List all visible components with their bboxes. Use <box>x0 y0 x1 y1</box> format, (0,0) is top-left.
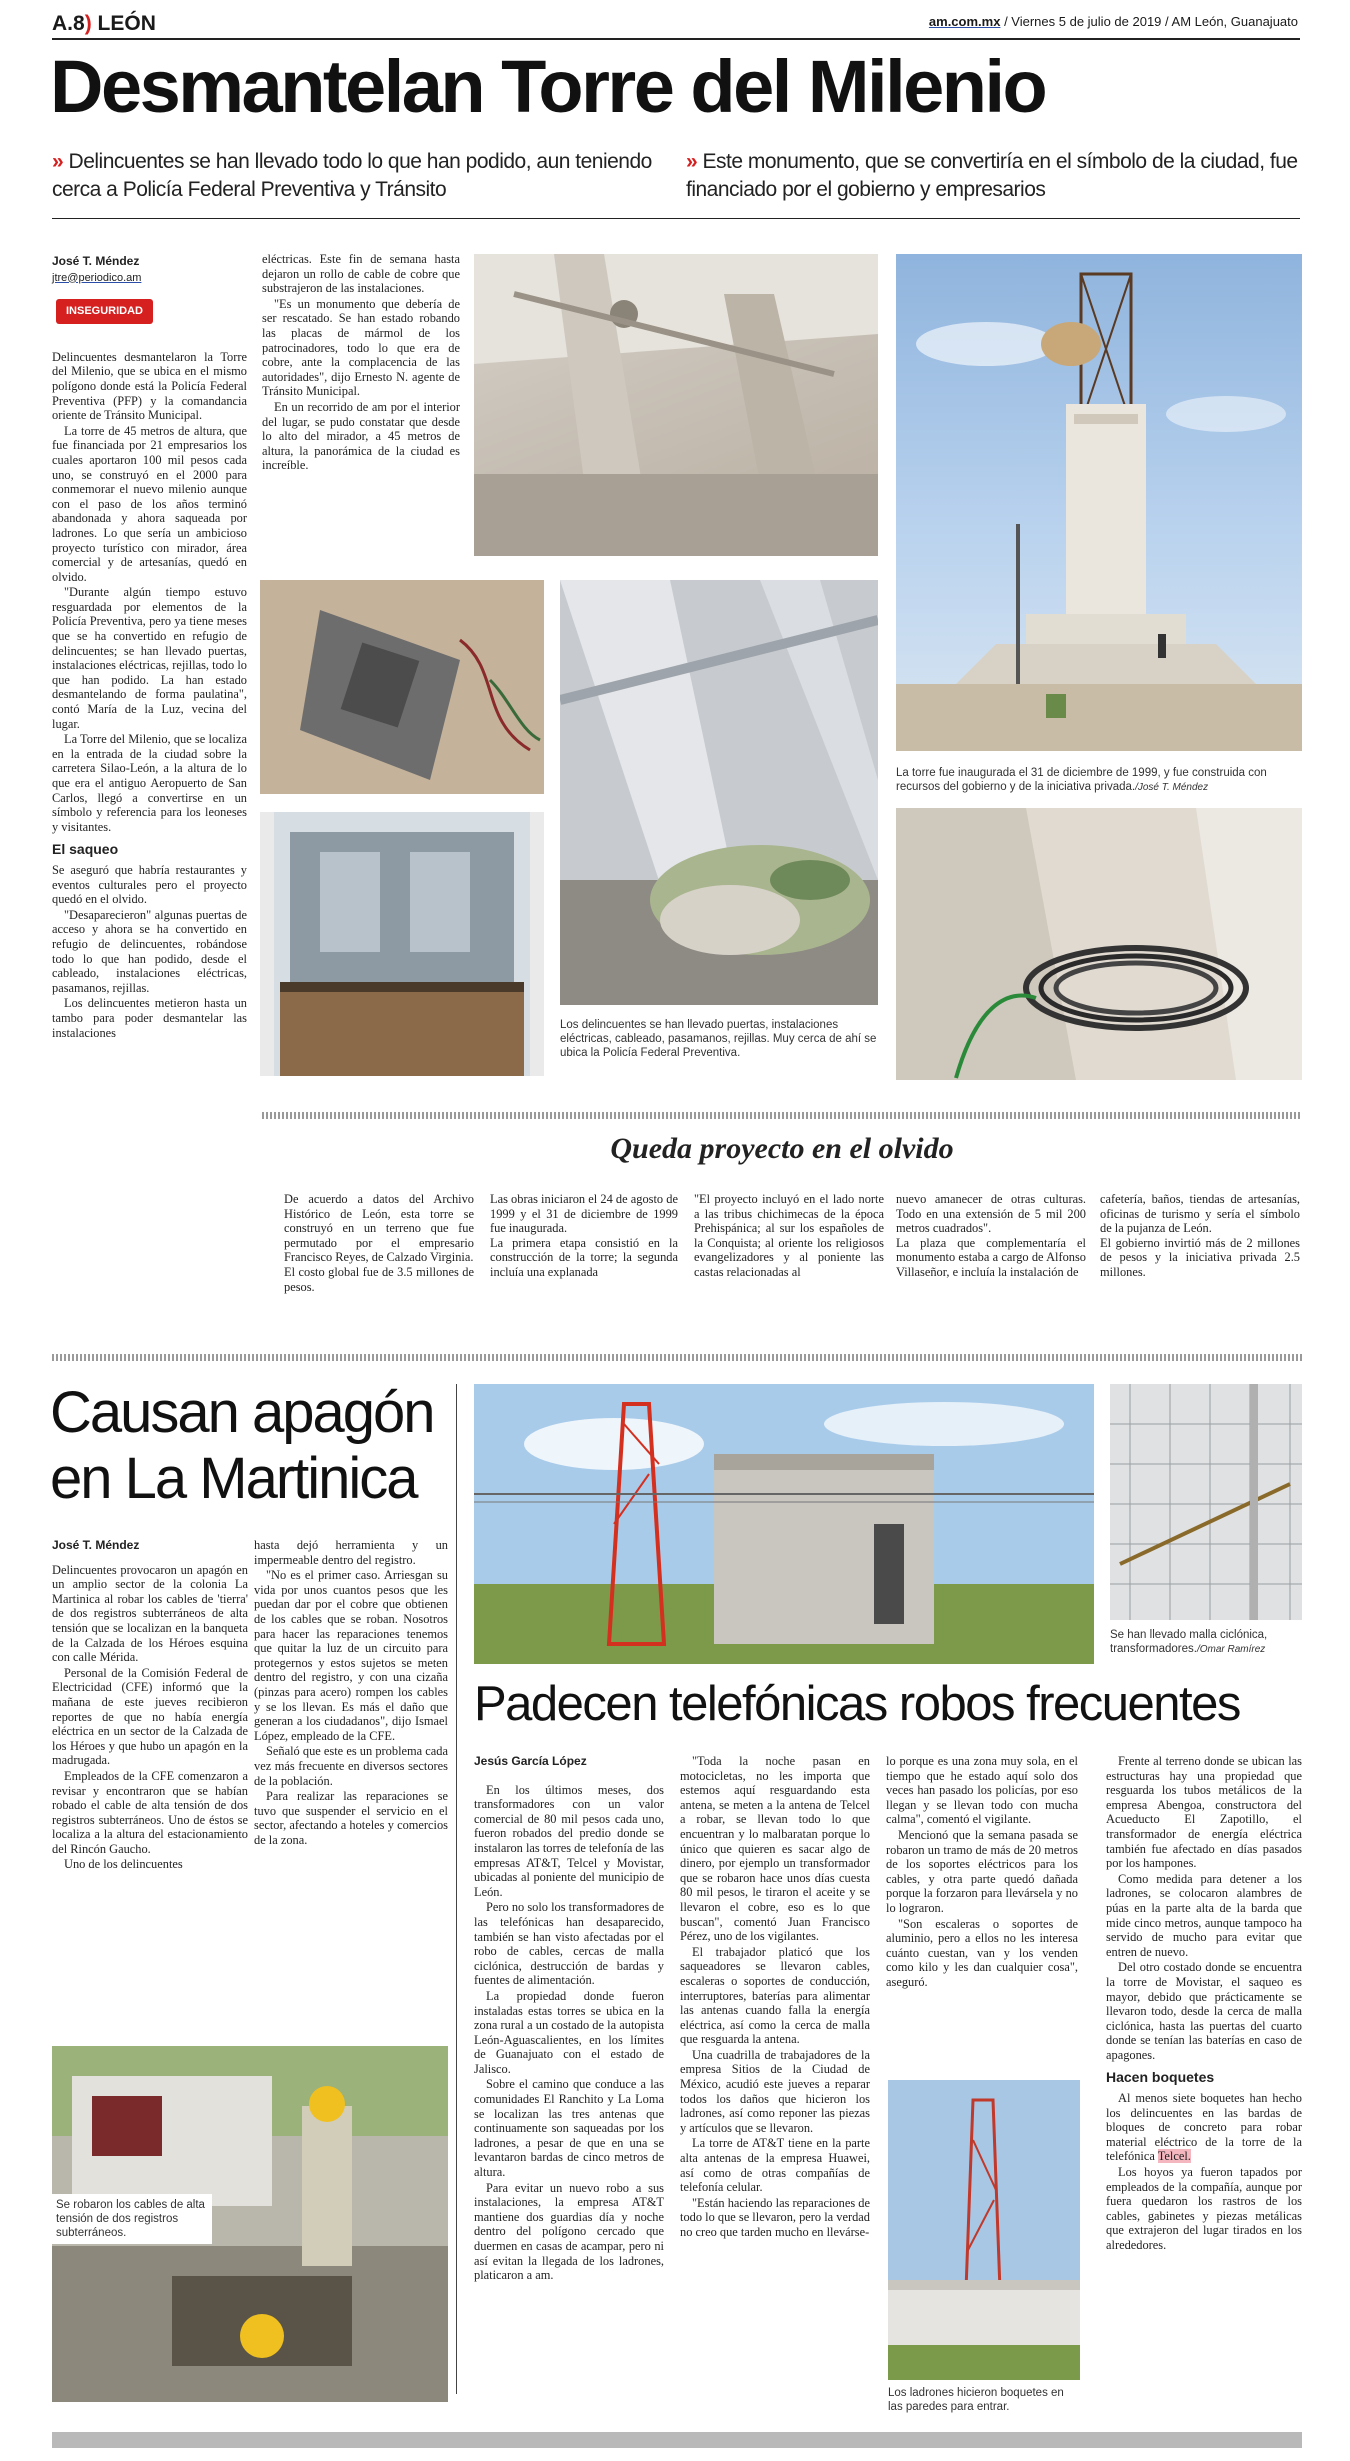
paragraph: Delincuentes provocaron un apagón en un amplio sector de la colonia La Martinica al robar los cables de 'tierra' de dos registros subterráneos de alta tensión que se localizan en la banqueta de la Calzada de los Héroes esquina con calle Mérida. <box>52 1562 248 1665</box>
paragraph: Pero no solo los transformadores de las telefónicas han desaparecido, también se han visto afectadas por el robo de cables, cercas de malla ciclónica, destrucción de bardas y fuentes de alimentación. <box>474 1900 664 1988</box>
folio: A.8) LEÓN <box>52 12 156 35</box>
paragraph: Frente al terreno donde se ubican las estructuras hay una propiedad que resguarda los tubos metálicos de la empresa Abengoa, constructora del Acueducto El Zapotillo, el transformador de energía eléctrica también fue afectado en días pasados por los hampones. <box>1106 1754 1302 1871</box>
photo-ceiling <box>474 254 878 556</box>
subhead-boquetes: Hacen boquetes <box>1106 2069 1215 2086</box>
subhead-saqueo: El saqueo <box>52 841 119 858</box>
paragraph: Los hoyos ya fueron tapados por empleados de la compañía, aunque por fuera quedaron los rastros de los cables, gabinetes y piezas metálicas que extrajeron del lugar tirados en los alrededores. <box>1106 2165 1302 2252</box>
story1-column-2 <box>262 252 460 474</box>
story3-column-3 <box>886 1754 1078 1991</box>
deck-right: » Este monumento, que se convertiría en el símbolo de la ciudad, fue financiado por el gobierno y empresarios <box>686 150 1298 201</box>
story3-headline: Padecen telefónicas robos frecuentes <box>474 1677 1240 1731</box>
footer-bar <box>52 2432 1302 2448</box>
photo-att-tower <box>888 2080 1080 2380</box>
photo-cables <box>896 808 1302 1080</box>
box-title: Queda proyecto en el olvido <box>610 1132 954 1165</box>
box-column-1: De acuerdo a datos del Archivo Histórico de León, esta torre se construyó en un terreno que fue permutado por el empresario Francisco Reyes, de Calzado Virginia. El costo global fue de 3.5 millones de pesos. <box>284 1192 474 1294</box>
paragraph: Como medida para detener a los ladrones, se colocaron alambres de púas en la parte alta de la barda que mide cinco metros, aunque tampoco ha servido de mucho para evitar que entren de nuevo. <box>1106 1871 1302 1959</box>
paragraph: Sobre el camino que conduce a las comunidades El Ranchito y La Loma se localizan las tres antenas que continuamente son saqueadas por los ladrones, a pesar de que en una se levantaron bardas de cinco metros de altura. <box>474 2077 664 2180</box>
story1-column-1 <box>52 254 247 1041</box>
paragraph: eléctricas. Este fin de semana hasta dejaron un rollo de cable de cobre que substrajeron de las instalaciones. <box>262 252 460 296</box>
electrical-box-illustration <box>260 580 544 794</box>
paragraph: "Durante algún tiempo estuvo resguardada por elementos de la Policía Preventiva, pero ya tiene meses que se ha convertido en refugio de delincuentes; se han llevado puertas, instalaciones eléctricas, rejillas, todo lo que han podido. La han estado desmantelando de forma paulatina", contó María de la Luz, vecina del lugar. <box>52 585 247 731</box>
paragraph: Personal de la Comisión Federal de Electricidad (CFE) informó que la mañana de este jueves recibieron reportes de que no había energía eléctrica en un sector de la Calzada de los Héroes y que hubo un apagón en la madrugada. <box>52 1665 248 1768</box>
photo-electrical-box <box>260 580 544 794</box>
author: Jesús García López <box>474 1754 587 1768</box>
paragraph: Mencionó que la semana pasada se robaron un tramo de más de 20 metros de los soportes eléctricos para los cables, y otra parte quedó dañada porque la forzaron para llevársela y no lo lograron. <box>886 1827 1078 1915</box>
main-headline: Desmantelan Torre del Milenio <box>50 45 1046 128</box>
paragraph: "Desaparecieron" algunas puertas de acceso y ahora se ha convertido en refugio de delincuentes, robándose todo lo que han podido, desde el cableado, instalaciones eléctricas, pasamanos, rejillas. <box>52 907 247 995</box>
cables-illustration <box>896 808 1302 1080</box>
box-top-rule <box>262 1112 1302 1119</box>
section-name: LEÓN <box>97 12 156 35</box>
debris-illustration <box>560 580 878 1005</box>
site-link[interactable]: am.com.mx <box>928 14 1001 29</box>
tower-illustration <box>896 254 1302 751</box>
story3-column-4 <box>1106 1754 1302 2254</box>
box-column-3: "El proyecto incluyó en el lado norte a las tribus chichimecas de la época Prehispánica; al sur los españoles de la Conquista; al oriente los religiosos evangelizadores y al poniente las castas relacionadas al <box>694 1192 884 1279</box>
photo-debris <box>560 580 878 1005</box>
paragraph: En los últimos meses, dos transformadores con un valor comercial de 80 mil pesos cada uno, fueron robados del predio donde se instalaron las torres de telefonía de las empresas AT&T, Telcel y Movistar, ubicadas al poniente del municipio de León. <box>474 1782 664 1899</box>
paragraph: Señaló que este es un problema cada vez más frecuente en diversos sectores de la población. <box>254 1744 448 1788</box>
caption-tower: La torre fue inaugurada el 31 de diciembre de 1999, y fue construida con recursos del gobierno y de la iniciativa privada./José T. Méndez <box>896 767 1267 793</box>
highlight-telcel: Telcel. <box>1157 2149 1191 2164</box>
paragraph: Al menos siete boquetes han hecho los delincuentes en las bardas de bloques de concreto para robar material eléctrico de la torre de la telefónica Telcel. <box>1106 2091 1302 2164</box>
paragraph: Uno de los delincuentes <box>64 1857 183 1872</box>
date-text: / Viernes 5 de julio de 2019 / AM León, Guanajuato <box>1004 14 1298 29</box>
interior-illustration <box>260 812 544 1076</box>
header-rule <box>52 38 1300 40</box>
caption-holes: Los ladrones hicieron boquetes en las paredes para entrar. <box>888 2387 1064 2413</box>
paragraph: En un recorrido de am por el interior del lugar, se pudo constatar que desde lo alto del mirador, a 45 metros de altura, la panorámica de la ciudad es increíble. <box>262 399 460 473</box>
author-email[interactable]: jtre@periodico.am <box>52 271 142 284</box>
paragraph: La Torre del Milenio, que se localiza en la entrada de la ciudad sobre la carretera Silao-León, a la altura de lo que era el antiguo Aeropuerto de San Carlos, llegó a convertirse en un símbolo y referencia para los leoneses y visitantes. <box>52 732 247 834</box>
story3-column-2 <box>680 1754 870 2241</box>
paragraph: "Son escaleras o soportes de aluminio, pero a ellos no les interesa cuánto cuestan, van y los venden como kilo y les dan cualquier cosa", aseguró. <box>886 1916 1078 1989</box>
ceiling-illustration <box>474 254 878 556</box>
paragraph: La torre de AT&T tiene en la parte alta antenas de la empresa Huawei, así como de otras compañías de telefonía celular. <box>680 2136 870 2195</box>
section-divider <box>52 1354 1302 1361</box>
paragraph: lo porque es una zona muy sola, en el tiempo que he estado aquí solo dos veces han pasado los policías, por eso llegan y se llevan todo con mucha calma", comentó el vigilante. <box>886 1754 1078 1827</box>
paragraph: Para realizar las reparaciones se tuvo que suspender el servicio en el sector, afectando a hoteles y comercios de la zona. <box>254 1789 448 1847</box>
story2-divider <box>456 1384 457 2394</box>
photo-tower <box>896 254 1302 751</box>
paragraph: La propiedad donde fueron instaladas estas torres se ubica en la zona rural a un costado de la autopista León-Aguascalientes, en los límites de Guanajuato con el estado de Jalisco. <box>474 1988 664 2076</box>
paragraph: El trabajador platicó que los saqueadores se llevaron cables, escaleras o soportes de conducción, interruptores, baterías para alimentar las antenas cuando falla la energía eléctrica, así como la cerca de malla que resguarda la antena. <box>680 1944 870 2047</box>
box-column-5: cafetería, baños, tiendas de artesanías, oficinas de turismo y sería el símbolo de la pujanza de León. El gobierno invirtió más de 2 millones de pesos y la iniciativa privada 2.5 millones. <box>1100 1192 1300 1279</box>
paragraph: Una cuadrilla de trabajadores de la empresa Sitios de la Ciudad de México, acudió este jueves a reparar todos los daños que hicieron los ladrones, así como reponer las piezas y artículos que se llevaron. <box>680 2047 870 2135</box>
fence-illustration <box>1110 1384 1302 1620</box>
paragraph: "No es el primer caso. Arriesgan su vida por unos cuantos pesos que les puedan dar por el cobre que obtienen de los cables que se roban. Nosotros para hacer las reparaciones tenemos que quitar la luz de un circuito para protegernos y estos sujetos se meten dentro del registro, y con una cizaña (pinzas para acero) rompen los cables y se los llevan. Es más el daño que generan a los ciudadanos", dijo Ismael López, empleado de la CFE. <box>254 1568 448 1743</box>
author: José T. Méndez <box>52 254 140 268</box>
photo-interior <box>260 812 544 1076</box>
paragraph: Para evitar un nuevo robo a sus instalaciones, la empresa AT&T mantiene dos guardias día y noche dentro del polígono cercado que duermen en casas de acampar, pero ni así evitan la llegada de los ladrones, platicaron a am. <box>474 2180 664 2283</box>
story2-column-1 <box>52 1538 248 1873</box>
photo-antenna-site <box>474 1384 1094 1664</box>
paragraph: hasta dejó herramienta y un impermeable dentro del registro. <box>254 1538 448 1567</box>
antenna-site-illustration <box>474 1384 1094 1664</box>
caption-debris: Los delincuentes se han llevado puertas, instalaciones eléctricas, cableado, pasamanos, rejillas. Muy cerca de ahí se ubica la Policía Federal Preventiva. <box>560 1019 877 1059</box>
section-tag: INSEGURIDAD <box>56 299 153 324</box>
caption-fence: Se han llevado malla ciclónica, transformadores./Omar Ramírez <box>1110 1629 1268 1655</box>
paragraph: "Están haciendo las reparaciones de todo lo que se llevaron, pero la verdad no creo que tarden mucho en llevárse- <box>680 2195 870 2239</box>
paragraph: Los delincuentes metieron hasta un tambo para poder desmantelar las instalaciones <box>52 996 247 1040</box>
paragraph: Del otro costado donde se encuentra la torre de Movistar, el saqueo es mayor, debido que prácticamente se llevaron todo, desde la cerca de malla ciclónica, hasta las puertas del cuarto donde se tenían las baterías en caso de apagones. <box>1106 1960 1302 2062</box>
story2-column-2 <box>254 1538 448 1848</box>
story2-headline: Causan apagón en La Martinica <box>50 1380 434 1511</box>
author: José T. Méndez <box>52 1538 140 1552</box>
paragraph: "Es un monumento que debería de ser rescatado. Se han estado robando las placas de mármol de los patrocinadores, todo lo que era de cobre, ante la complacencia de las autoridades", dijo Ernesto N. agente de Tránsito Municipal. <box>262 296 460 399</box>
caption-cfe: Se robaron los cables de alta tensión de dos registros subterráneos. <box>52 2194 212 2244</box>
att-tower-illustration <box>888 2080 1080 2380</box>
story3-column-1 <box>474 1754 664 2284</box>
paragraph: Se aseguró que habría restaurantes y eventos culturales pero el proyecto quedó en el olvido. <box>52 862 247 907</box>
deck-left: » Delincuentes se han llevado todo lo que han podido, aun teniendo cerca a Policía Federal Preventiva y Tránsito <box>52 150 652 201</box>
paragraph: Empleados de la CFE comenzaron a revisar y encontraron que se habían robado el cable de alta tensión de dos registros subterráneos. Uno de éstos se localiza a la altura del estacionamiento del Rincón Gaucho. <box>52 1768 248 1856</box>
photo-fence <box>1110 1384 1302 1620</box>
box-column-2: Las obras iniciaron el 24 de agosto de 1999 y el 31 de diciembre de 1999 fue inaugurada. La primera etapa consistió en la construcción de la torre; la segunda incluía una explanada <box>490 1192 678 1279</box>
paragraph: Delincuentes desmantelaron la Torre del Milenio, que se ubica en el mismo polígono donde está la Policía Federal Preventiva (PFP) y la comandancia oriente de Tránsito Municipal. <box>52 349 247 423</box>
paragraph: "Toda la noche pasan en motocicletas, no les importa que estemos aquí resguardando esta antena, se meten a la antena de Telcel a robar, se llevan todo lo que encuentran y lo malbaratan porque lo único que quieren es sacar algo de dinero, por ejemplo un transformador que se robaron hace unos días cuesta 80 mil pesos, le tiraron el aceite y se llevaron el cobre, eso es lo que buscan", comentó Juan Francisco Pérez, uno de los vigilantes. <box>680 1754 870 1944</box>
box-column-4: nuevo amanecer de otras culturas. Todo en una extensión de 5 mil 200 metros cuadrados". La plaza que complementaría el monumento estaba a cargo de Alfonso Villaseñor, e incluía la instalación de <box>896 1192 1086 1279</box>
paragraph: La torre de 45 metros de altura, que fue financiada por 21 empresarios los cuales aportaron 100 mil pesos cada uno, se construyó en el 2000 para conmemorar el nuevo milenio aunque con el paso de los años terminó abandonada y ahora saqueada por ladrones. Lo que sería un ambicioso proyecto turístico con mirador, área comercial y de artesanías, quedó en olvido. <box>52 423 247 584</box>
deck-rule <box>52 218 1300 219</box>
dateline <box>929 14 1298 29</box>
page-number: A.8 <box>52 12 85 35</box>
